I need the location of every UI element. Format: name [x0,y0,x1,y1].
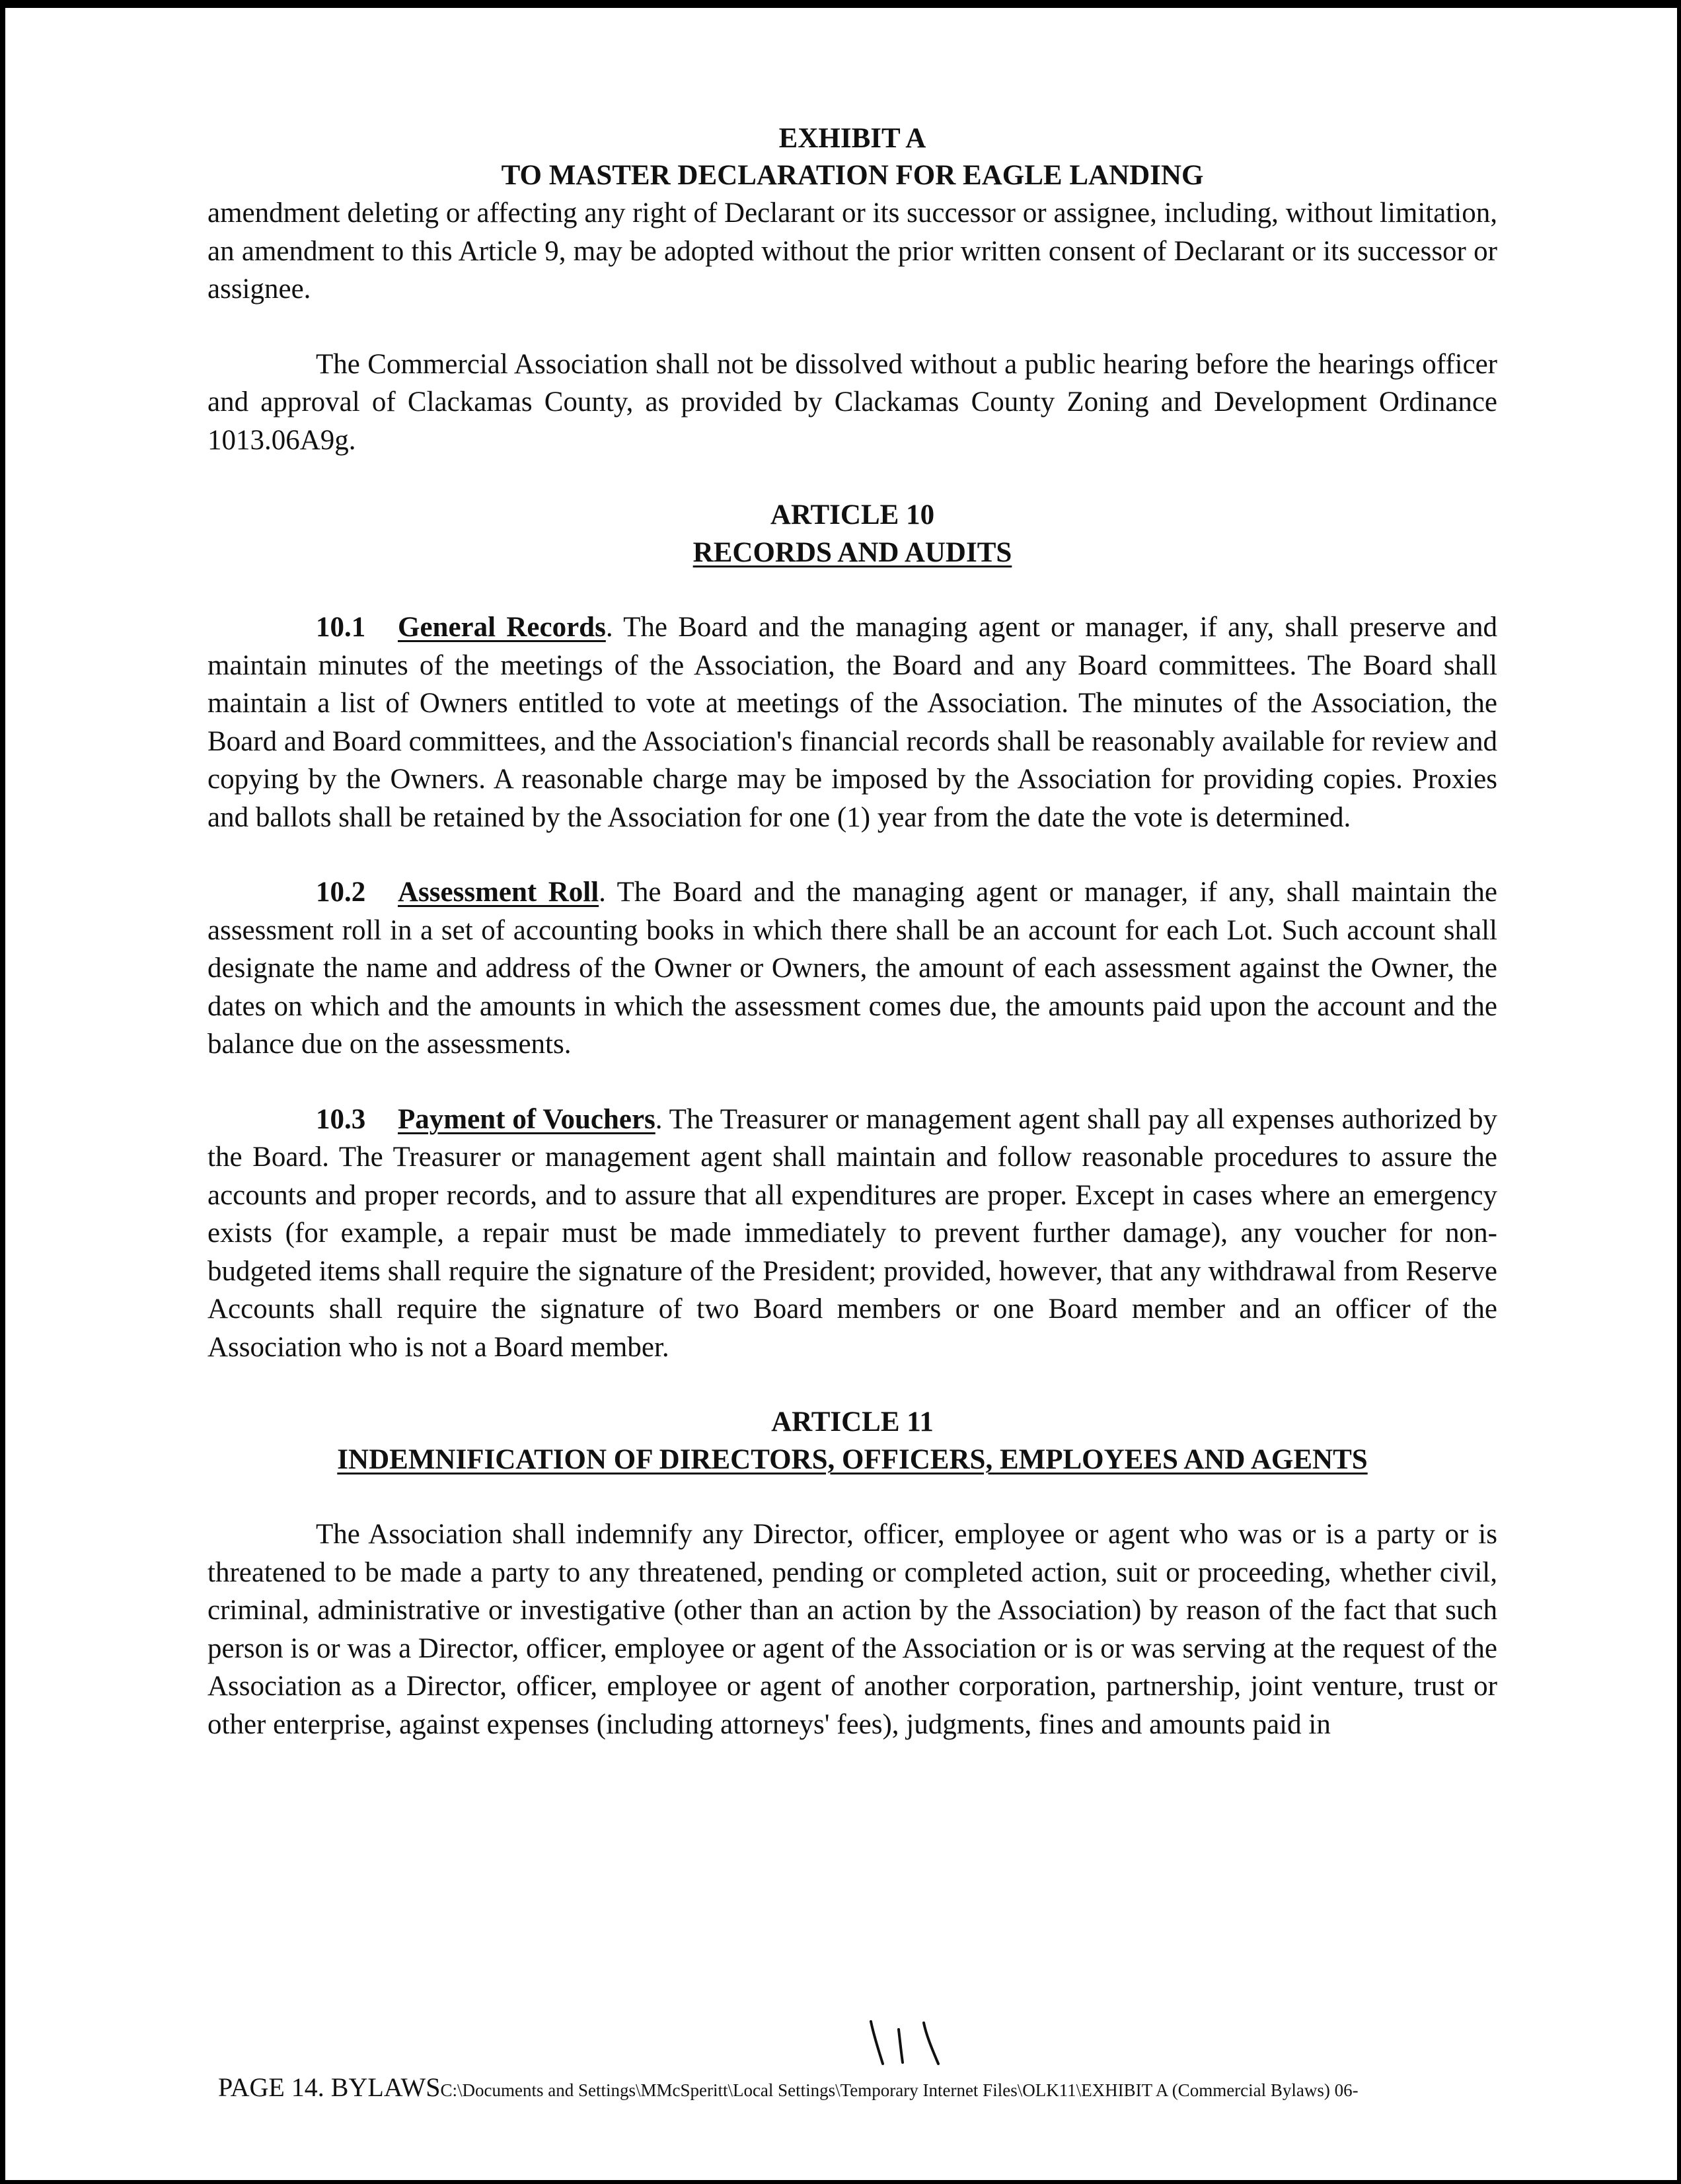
indemnification-paragraph: The Association shall indemnify any Director, officer, employee or agent who was or is a party or is threatened to be made a party to any threatened, pending or completed action, suit or proceeding, whether civil, criminal, administrative or investigative (other than an action by the Association) by reason of the fact that such person is or was a Director, officer, employee or agent of the Association or is or was serving at the request of the Association as a Director, officer, employee or agent of another corporation, partnership, joint venture, trust or other enterprise, against expenses (including attorneys' fees), judgments, fines and amounts paid in [207,1519,1497,1740]
handwritten-page-mark [859,2015,952,2068]
exhibit-title: EXHIBIT A [778,123,926,154]
section-text: . The Treasurer or management agent shall pay all expenses authorized by the Board. The Treasurer or management agent shall maintain and follow reasonable procedures to assure the accounts and proper records, and to assure that all expenditures are proper. Except in cases where an emergency exists (for example, a repair must be made immediately to prevent further damage), any voucher for non-budgeted items shall require the signature of the President; provided, however, that any withdrawal from Reserve Accounts shall require the signature of two Board members or one Board member and an officer of the Association who is not a Board member. [207,1103,1497,1363]
section-text: . The Board and the managing agent or manager, if any, shall maintain the assessment roll in a set of accounting books in which there shall be an account for each Lot. Such account shall designate the name and address of the Owner or Owners, the amount of each assessment against the Owner, the dates on which and the amounts in which the assessment comes due, the amounts paid upon the account and the balance due on the assessments. [207,877,1498,1060]
section-10-2 [207,873,1497,1064]
scan-border-top [0,0,1681,8]
exhibit-subtitle: TO MASTER DECLARATION FOR EAGLE LANDING [501,160,1204,191]
section-number: 10.2 [316,877,366,908]
article-10-heading: ARTICLE 10 [770,499,935,530]
section-10-3 [207,1101,1497,1367]
section-text: . The Board and the managing agent or manager, if any, shall preserve and maintain minutes of the meetings of the Association, the Board and any Board committees. The Board shall maintain a list of Owners entitled to vote at meetings of the Association. The minutes of the Association, the Board and Board committees, and the Association's financial records shall be reasonably available for review and copying by the Owners. A reasonable charge may be imposed by the Association for providing copies. Proxies and ballots shall be retained by the Association for one (1) year from the date the vote is determined. [207,612,1497,833]
section-number: 10.3 [316,1103,366,1135]
section-number: 10.1 [316,612,366,643]
article-11-subheading: INDEMNIFICATION OF DIRECTORS, OFFICERS, EMPLOYEES AND AGENTS [337,1444,1368,1475]
section-title: General Records [398,612,606,643]
document-page [207,120,1497,1743]
section-10-1 [207,608,1497,836]
intro-paragraph-continued: amendment deleting or affecting any right of Declarant or its successor or assignee, including, without limitation, an amendment to this Article 9, may be adopted without the prior written consent of Declarant or its successor or assignee. [207,198,1497,305]
section-title: Assessment Roll [398,877,599,908]
footer-file-path: C:\Documents and Settings\MMcSperitt\Local Settings\Temporary Internet Files\OLK11\EXHIBIT A (Commercial Bylaws) 06- [440,2080,1359,2100]
footer-page-label: PAGE 14. BYLAWS [218,2072,441,2102]
article-11-heading: ARTICLE 11 [771,1406,934,1438]
scan-border-left [0,0,5,2184]
intro-paragraph-dissolution: The Commercial Association shall not be dissolved without a public hearing before the hearings officer and approval of Clackamas County, as provided by Clackamas County Zoning and Development Ordinance 1013.06A9g. [207,348,1497,456]
section-title: Payment of Vouchers [398,1103,655,1135]
scan-border-right [1677,0,1681,2184]
page-footer [218,2071,1672,2107]
article-10-subheading: RECORDS AND AUDITS [692,537,1012,568]
scan-border-bottom [0,2180,1681,2184]
